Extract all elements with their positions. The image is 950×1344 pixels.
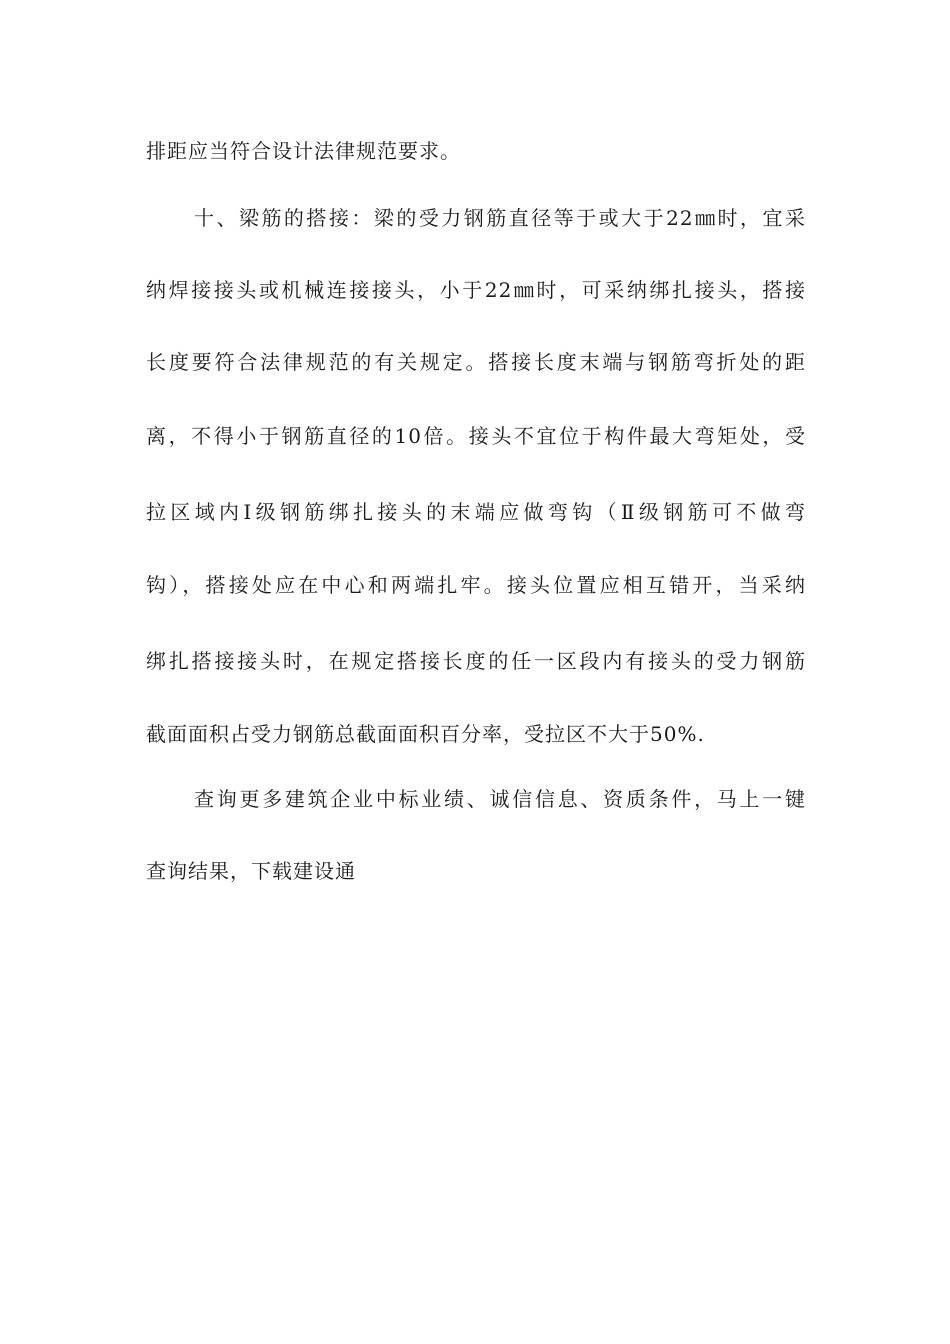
paragraph-line: 拉区域内Ⅰ级钢筋绑扎接头的末端应做弯钩（Ⅱ级钢筋可不做弯 bbox=[146, 500, 806, 524]
paragraph-line: 长度要符合法律规范的有关规定。搭接长度末端与钢筋弯折处的距 bbox=[146, 350, 806, 374]
paragraph-line: 十、梁筋的搭接：梁的受力钢筋直径等于或大于22㎜时，宜采 bbox=[194, 206, 806, 230]
paragraph-line: 离，不得小于钢筋直径的10倍。接头不宜位于构件最大弯矩处，受 bbox=[146, 424, 806, 448]
paragraph-line: 查询结果，下载建设通 bbox=[146, 859, 356, 883]
paragraph-line: 纳焊接接头或机械连接接头，小于22㎜时，可采纳绑扎接头，搭接 bbox=[146, 278, 806, 302]
paragraph-line: 排距应当符合设计法律规范要求。 bbox=[146, 139, 461, 163]
paragraph-line: 绑扎搭接接头时，在规定搭接长度的任一区段内有接头的受力钢筋 bbox=[146, 649, 806, 673]
paragraph-line: 查询更多建筑企业中标业绩、诚信信息、资质条件，马上一键 bbox=[194, 787, 806, 811]
paragraph-line: 截面面积占受力钢筋总截面面积百分率，受拉区不大于50%. bbox=[146, 722, 705, 746]
paragraph-line: 钩），搭接处应在中心和两端扎牢。接头位置应相互错开，当采纳 bbox=[146, 573, 806, 597]
